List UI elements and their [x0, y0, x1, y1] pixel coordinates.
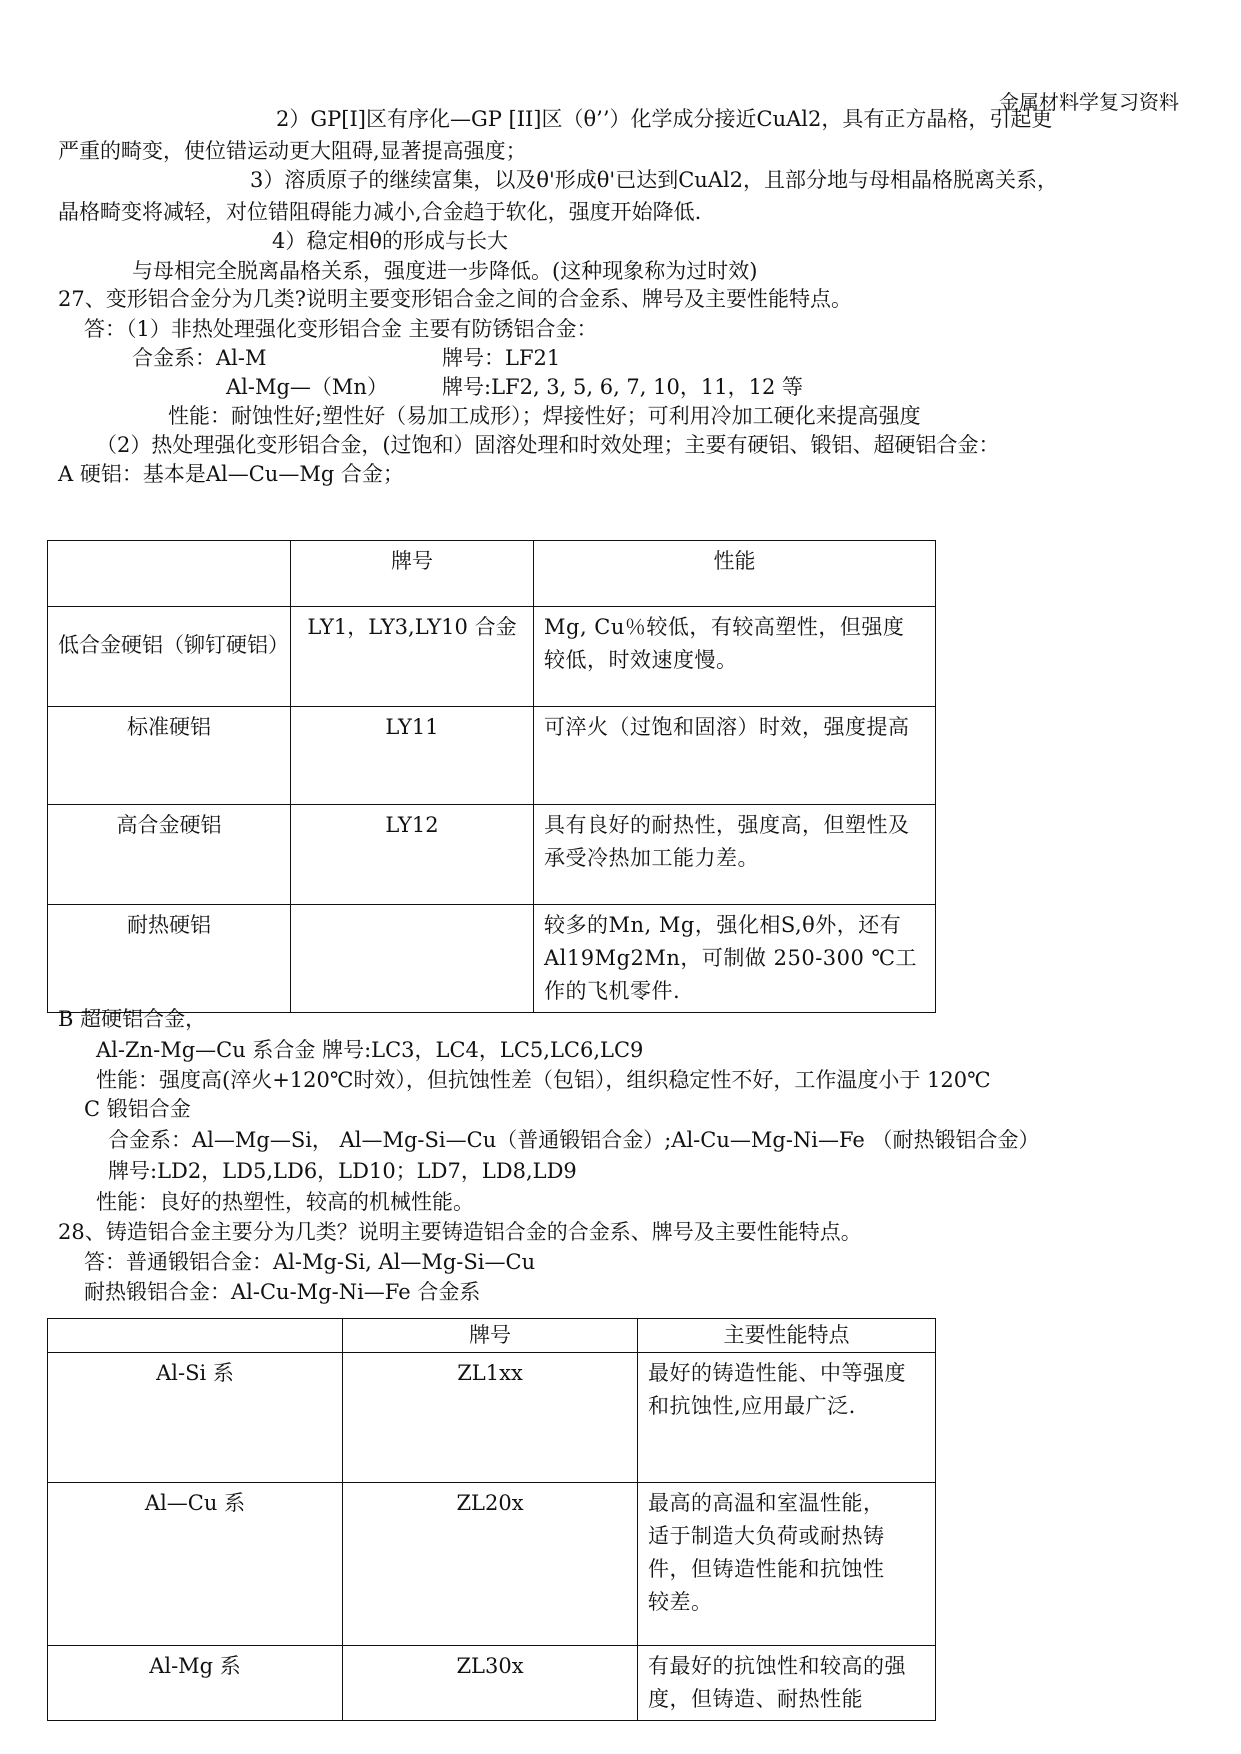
page-header: 金属材料学复习资料: [999, 90, 1179, 114]
table-cell: Al-Si 系: [48, 1353, 343, 1483]
text-line: 3）溶质原子的继续富集，以及θ'形成θ'已达到CuAl2，且部分地与母相晶格脱离关系，: [250, 168, 1059, 192]
table-header-cell: 主要性能特点: [638, 1319, 936, 1353]
table-cell: ZL1xx: [343, 1353, 638, 1483]
table-row: [48, 607, 936, 707]
table-cell: Al-Mg 系: [48, 1646, 343, 1721]
table-header-cell: [48, 1319, 343, 1353]
text-line: 2）GP[I]区有序化—GP [II]区（θ’’）化学成分接近CuAl2，具有正方晶格，引起更: [276, 107, 1053, 131]
section-heading: C 锻铝合金: [84, 1097, 191, 1121]
table-cell: [291, 905, 534, 1013]
table-header-cell: [48, 541, 291, 607]
alloy-system: 合金系：Al-M: [132, 346, 267, 370]
table-header-cell: 牌号: [291, 541, 534, 607]
table-cell: 标准硬铝: [48, 707, 291, 805]
alloy-system: 合金系：Al—Mg—Si， Al—Mg-Si—Cu（普通锻铝合金）;Al-Cu—Mg-Ni—Fe （耐热锻铝合金）: [108, 1128, 1040, 1152]
table-cell: LY11: [291, 707, 534, 805]
table-cell: 低合金硬铝（铆钉硬铝）: [48, 607, 291, 707]
alloy-performance: 性能：耐蚀性好;塑性好（易加工成形）；焊接性好；可利用冷加工硬化来提高强度: [168, 404, 921, 428]
table-header-cell: 牌号: [343, 1319, 638, 1353]
alloy-performance: 性能：良好的热塑性，较高的机械性能。: [96, 1190, 474, 1214]
answer-line: 耐热锻铝合金：Al-Cu-Mg-Ni—Fe 合金系: [84, 1280, 481, 1304]
table-cell: 有最好的抗蚀性和较高的强度，但铸造、耐热性能: [638, 1646, 936, 1721]
hard-aluminum-table: [47, 540, 936, 1013]
alloy-system: Al-Zn-Mg—Cu 系合金 牌号:LC3，LC4，LC5,LC6,LC9: [96, 1038, 644, 1062]
table-cell: Al—Cu 系: [48, 1483, 343, 1646]
casting-aluminum-table: [47, 1318, 936, 1721]
alloy-brand: 牌号：LF21: [442, 346, 561, 370]
answer-line: 答：（1）非热处理强化变形铝合金 主要有防锈铝合金：: [84, 317, 598, 341]
section-heading: A 硬铝：基本是Al—Cu—Mg 合金；: [58, 462, 404, 486]
table-cell: 具有良好的耐热性，强度高，但塑性及承受冷热加工能力差。: [534, 805, 936, 905]
table-row: [48, 1483, 936, 1646]
table-row: [48, 1353, 936, 1483]
alloy-brand: 牌号:LD2，LD5,LD6，LD10；LD7，LD8,LD9: [108, 1159, 577, 1183]
table-cell: 高合金硬铝: [48, 805, 291, 905]
table-row: [48, 707, 936, 805]
table-cell: 最好的铸造性能、中等强度和抗蚀性,应用最广泛.: [638, 1353, 936, 1483]
question-27: 27、变形铝合金分为几类?说明主要变形铝合金之间的合金系、牌号及主要性能特点。: [58, 287, 852, 311]
alloy-performance: 性能：强度高(淬火+120℃时效），但抗蚀性差（包铝），组织稳定性不好，工作温度小于 120℃: [96, 1068, 991, 1092]
table-header-cell: 性能: [534, 541, 936, 607]
text-line: 与母相完全脱离晶格关系，强度进一步降低。(这种现象称为过时效): [132, 259, 758, 283]
text-line: 晶格畸变将减轻，对位错阻碍能力减小,合金趋于软化，强度开始降低.: [58, 200, 702, 224]
table-cell: 较多的Mn, Mg，强化相S,θ外，还有Al19Mg2Mn，可制做 250-300 ℃工作的飞机零件.: [534, 905, 936, 1013]
alloy-system: Al-Mg—（Mn）: [226, 375, 388, 399]
alloy-brand: 牌号:LF2, 3, 5, 6, 7, 10，11，12 等: [442, 375, 803, 399]
table-row: [48, 905, 936, 1013]
table-cell: LY1，LY3,LY10 合金: [291, 607, 534, 707]
table-cell: 可淬火（过饱和固溶）时效，强度提高: [534, 707, 936, 805]
section-heading: B 超硬铝合金，: [58, 1007, 207, 1031]
table-cell: LY12: [291, 805, 534, 905]
table-cell: 最高的高温和室温性能，适于制造大负荷或耐热铸件，但铸造性能和抗蚀性较差。: [638, 1483, 936, 1646]
table-cell: ZL20x: [343, 1483, 638, 1646]
text-line: 4）稳定相θ的形成与长大: [272, 229, 509, 253]
table-row: [48, 1646, 936, 1721]
table-cell: Mg, Cu％较低，有较高塑性，但强度较低，时效速度慢。: [534, 607, 936, 707]
question-28: 28、铸造铝合金主要分为几类？说明主要铸造铝合金的合金系、牌号及主要性能特点。: [58, 1220, 862, 1244]
answer-line: （2）热处理强化变形铝合金，(过饱和）固溶处理和时效处理；主要有硬铝、锻铝、超硬铝合金：: [96, 433, 1000, 457]
answer-line: 答：普通锻铝合金：Al-Mg-Si, Al—Mg-Si—Cu: [84, 1250, 536, 1274]
table-cell: 耐热硬铝: [48, 905, 291, 1013]
table-cell: ZL30x: [343, 1646, 638, 1721]
text-line: 严重的畸变，使位错运动更大阻碍,显著提高强度；: [58, 139, 527, 163]
table-row: [48, 805, 936, 905]
